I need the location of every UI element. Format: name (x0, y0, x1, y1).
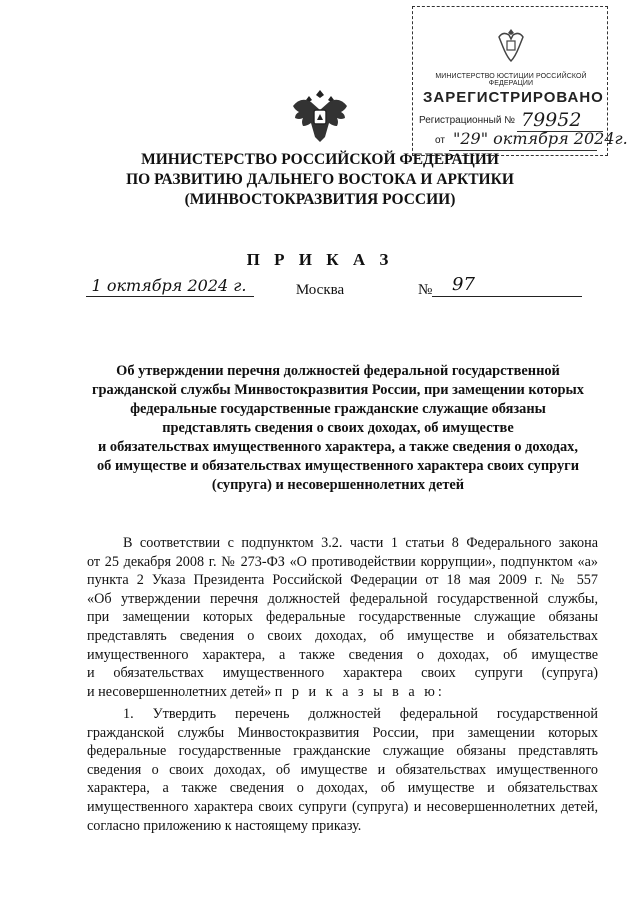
divider (432, 296, 582, 297)
paragraph-line-text: и несовершеннолетних детей» (87, 683, 272, 700)
stamp-regno: 79952 (521, 109, 582, 131)
document-type: П Р И К А З (246, 250, 394, 269)
paragraph-line: имущественного характера своих супруги (супруга) и несовершеннолетних детей, (87, 798, 598, 815)
paragraph-line: характера, а также сведения о доходах, об имуществе и обязательствах (87, 780, 598, 797)
paragraph-line: пункта 2 Указа Президента Российской Федерации от 18 мая 2009 г. № 557 (87, 572, 598, 589)
coat-of-arms-icon (493, 25, 529, 65)
order-title (78, 362, 598, 495)
title-line: Об утверждении перечня должностей федеральной государственной (116, 363, 560, 379)
title-line: гражданской службы Минвостокразвития России, при замещении которых (92, 382, 584, 398)
stamp-ministry: МИНИСТЕРСТВО ЮСТИЦИИ РОССИЙСКОЙ ФЕДЕРАЦИИ (435, 73, 587, 87)
item-1-paragraph (87, 705, 598, 835)
title-line: (супруга) и несовершеннолетних детей (211, 477, 465, 493)
paragraph-line: «Об утверждении перечня должностей федеральной государственной службы, (87, 590, 598, 607)
paragraph-line: при замещении которых федеральные государственные служащие обязаны (87, 609, 598, 626)
paragraph-line (87, 683, 598, 702)
paragraph-line: представлять сведения о своих доходах, об имуществе и обязательствах (87, 627, 598, 644)
coat-of-arms-icon (289, 88, 351, 144)
paragraph-line: от 25 декабря 2008 г. № 273-ФЗ «О противодействии коррупции», подпунктом «а» (87, 553, 598, 570)
paragraph-line: В соответствии с подпунктом 3.2. части 1 статьи 8 Федерального закона (123, 535, 598, 551)
ministry-line: МИНИСТЕРСТВО РОССИЙСКОЙ ФЕДЕРАЦИИ (141, 151, 499, 168)
divider (86, 296, 254, 297)
stamp-regno-label: Регистрационный № (419, 115, 515, 126)
order-date: 1 октября 2024 г. (91, 276, 247, 295)
ministry-line: (МИНВОСТОКРАЗВИТИЯ РОССИИ) (184, 191, 456, 208)
order-word: п р и к а з ы в а ю: (274, 683, 445, 700)
paragraph-line: имущественного характера, а также сведения о доходах, об имуществе (87, 646, 598, 663)
stamp-date: "29" октября 2024г. (453, 129, 628, 148)
stamp-registered: ЗАРЕГИСТРИРОВАНО (423, 89, 604, 106)
paragraph-line: 1. Утвердить перечень должностей федеральной государственной (123, 706, 598, 722)
title-line: и обязательствах имущественного характера, а также сведения о доходах, (98, 439, 578, 455)
title-line: представлять сведения о своих доходах, об имуществе (162, 420, 514, 436)
paragraph-line: федеральные государственные гражданские служащие обязаны представлять (87, 743, 598, 760)
registration-stamp (412, 6, 628, 156)
ministry-name (0, 150, 640, 210)
paragraph-line: гражданской службы Минвостокразвития России, при замещении которых (87, 724, 598, 741)
paragraph-line: и обязательствах имущественного характера своих супруги (супруга) (87, 665, 598, 682)
title-line: об имуществе и обязательствах имущественного характера своих супруги (96, 458, 580, 474)
paragraph-line: согласно приложению к настоящему приказу. (87, 817, 362, 834)
ministry-line: ПО РАЗВИТИЮ ДАЛЬНЕГО ВОСТОКА И АРКТИКИ (126, 171, 514, 188)
paragraph-line: сведения о своих доходах, об имуществе и обязательствах имущественного (87, 761, 598, 778)
title-line: федеральные государственные гражданские служащие обязаны (130, 401, 546, 417)
order-city: Москва (295, 282, 345, 298)
order-number: 97 (452, 274, 475, 295)
stamp-date-label: от (435, 135, 445, 146)
preamble-paragraph (87, 534, 598, 701)
order-number-label: № (418, 282, 433, 298)
